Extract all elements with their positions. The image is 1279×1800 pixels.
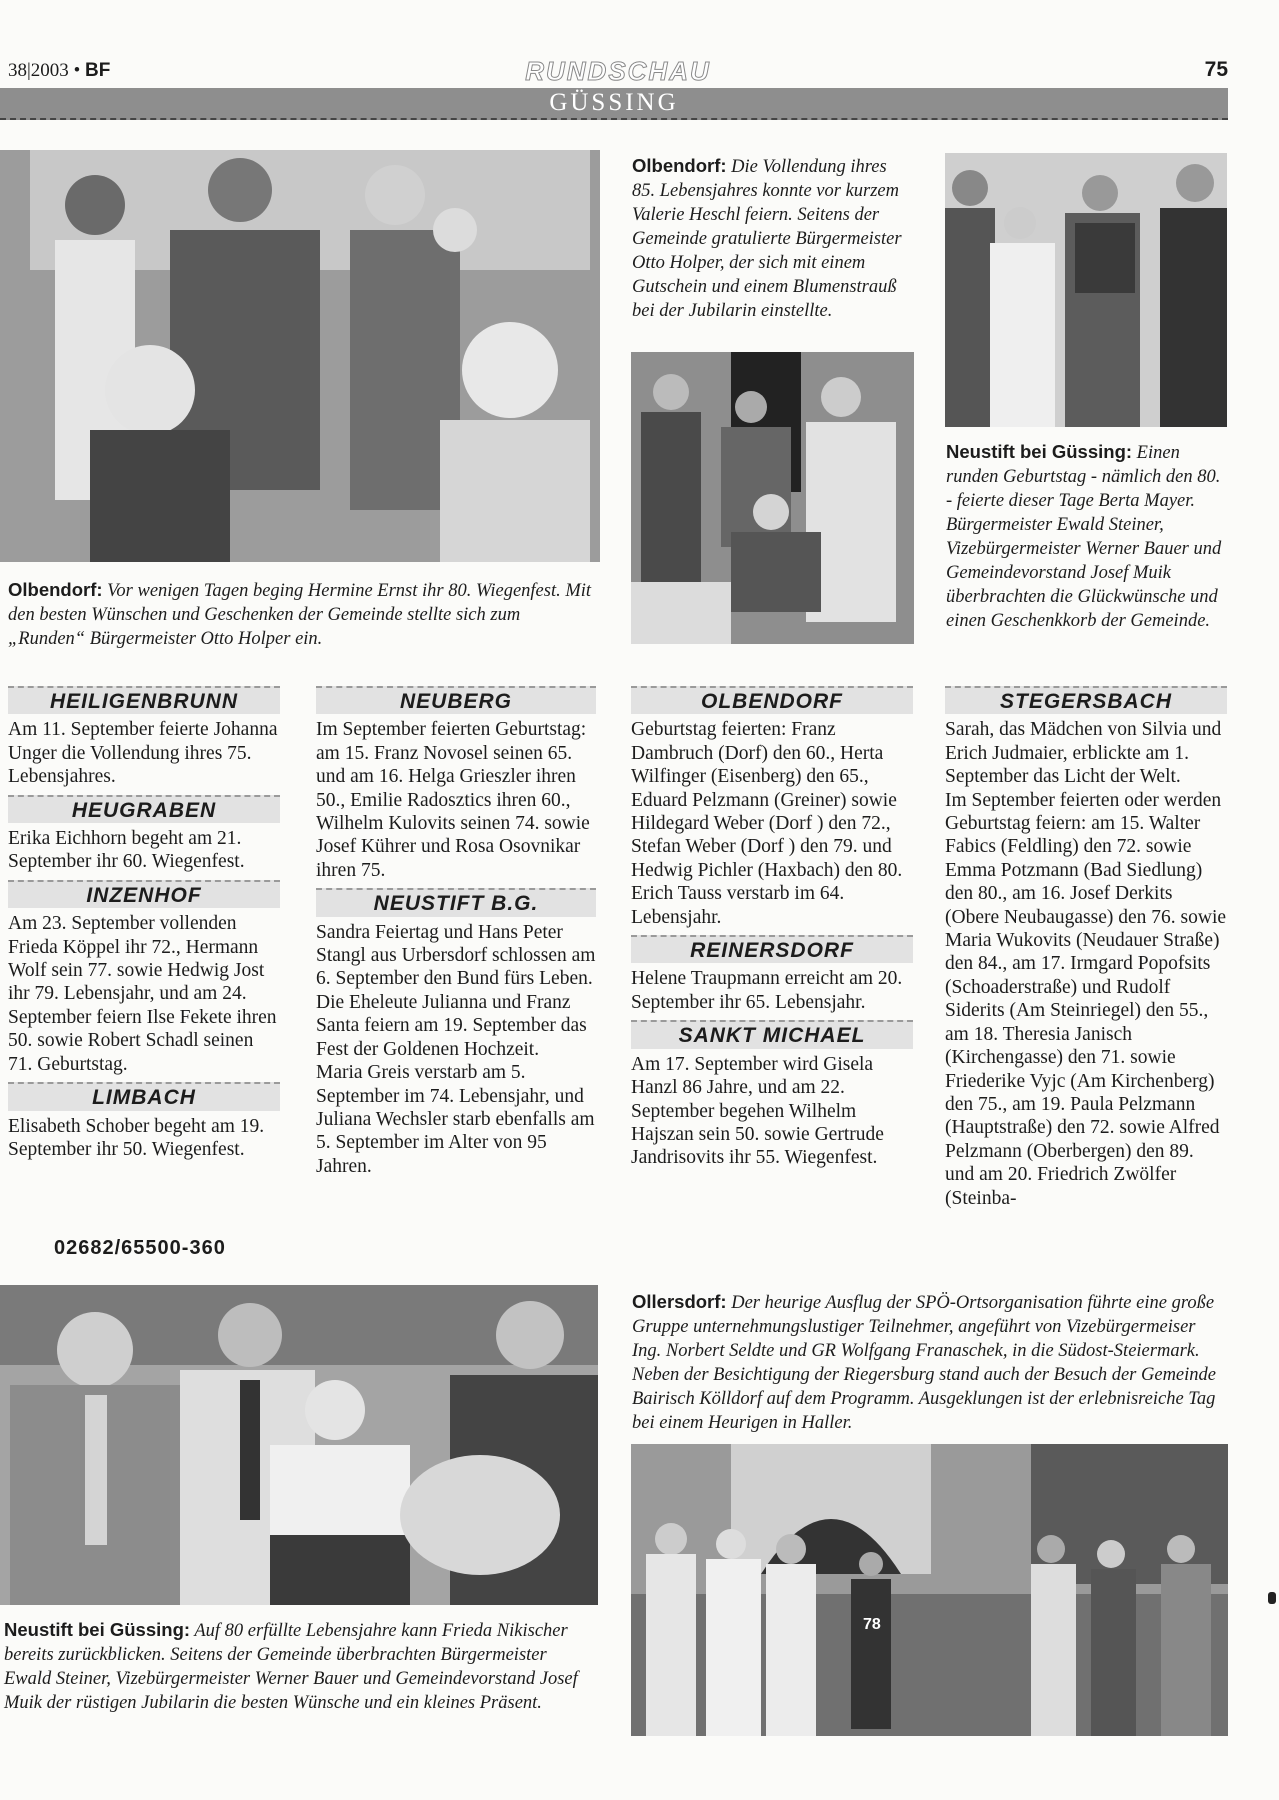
photo-ollersdorf-group bbox=[631, 1444, 1228, 1736]
heading-reinersdorf: REINERSDORF bbox=[631, 935, 913, 963]
caption-text: Vor wenigen Tagen beging Hermine Ernst ihr 80. Wiegenfest. Mit den besten Wünschen und Geschenken der Gemeinde stellte sich zum „Runden“ Bürgermeister Otto Holper ein. bbox=[8, 581, 592, 649]
caption-ollersdorf bbox=[632, 1290, 1228, 1435]
caption-text: Der heurige Ausflug der SPÖ-Ortsorganisation führte eine große Gruppe unternehmungslustiger Teilnehmer, angeführt von Vizebürgermeiser Ing. Norbert Seldte und GR Wolfgang Franaschek, in die Südost-Steiermark. Neben der Besichtigung der Riegersburg stand auch der Besuch der Gemeinde Bairisch Kölldorf auf dem Programm. Ausgeklungen ist der erlebnisreiche Tag bei einem Heurigen in Haller. bbox=[632, 1293, 1216, 1433]
caption-text: Auf 80 erfüllte Lebensjahre kann Frieda Nikischer bereits zurückblicken. Seitens der Gemeinde überbrachten Bürgermeister Ewald Steiner, Vizebürgermeister Werner Bauer und Gemeindevorstand Josef Muik der rüstigen Jubilarin die besten Wünsche und ein kleines Präsent. bbox=[4, 1621, 578, 1713]
heading-sankt-michael: SANKT MICHAEL bbox=[631, 1020, 913, 1048]
text-inzenhof: Am 23. September vollenden Frieda Köppel ihr 72., Hermann Wolf sein 77. sowie Hedwig Jost ihr 79. Lebensjahr, und am 24. September feiern Ilse Fekete ihren 50. sowie Robert Schadl seinen 71. Geburtstag. bbox=[8, 913, 277, 1075]
heading-olbendorf: OLBENDORF bbox=[631, 686, 913, 714]
text-limbach: Elisabeth Schober begeht am 19. September ihr 50. Wiegenfest. bbox=[8, 1115, 265, 1160]
text-stegersbach-1: Sarah, das Mädchen von Silvia und Erich Judmaier, erblickte am 1. September das Licht der Welt. bbox=[945, 719, 1222, 788]
column-1 bbox=[8, 680, 280, 1161]
caption-berta-mayer bbox=[946, 440, 1228, 633]
region-band bbox=[0, 88, 1228, 120]
issue-label: 38|2003 • BF bbox=[8, 60, 111, 81]
photo-hermine-ernst bbox=[0, 150, 600, 562]
text-stegersbach-2: Im September feierten oder werden Geburtstag feiern: am 15. Walter Fabics (Feldling) den 72. sowie Emma Potzmann (Bad Siedlung) den 80., am 16. Josef Derkits (Obere Neubaugasse) den 76. sowie Maria Wukovits (Neudauer Straße) den 84., am 17. Irmgard Popofsits (Schoaderstraße) und Rudolf Siderits (Am Steinriegel) den 55., am 18. Theresia Janisch (Kirchengasse) den 71. sowie Friederike Vyjc (Am Kirchenberg) den 75., am 19. Paula Pelzmann (Hauptstraße) den 72. sowie Alfred Pelzmann (Oberbergen) den 89. und am 20. Friedrich Zwölfer (Steinba- bbox=[945, 789, 1227, 1209]
caption-place: Olbendorf: bbox=[8, 579, 103, 600]
heading-heiligenbrunn: HEILIGENBRUNN bbox=[8, 686, 280, 714]
caption-text: Die Vollendung ihres 85. Lebensjahres konnte vor kurzem Valerie Heschl feiern. Seitens der Gemeinde gratulierte Bürgermeister Otto Holper, der sich mit einem Gutschein und einem Blumenstrauß bei der Jubilarin einstellte. bbox=[632, 157, 902, 321]
text-olbendorf-1: Geburtstag feierten: Franz Dambruch (Dorf) den 60., Herta Wilfinger (Eisenberg) den 65., Eduard Pelzmann (Greiner) sowie Hildegard Weber (Dorf ) den 72., Stefan Weber (Dorf ) den 79. und Hedwig Pichler (Haxbach) den 80. bbox=[631, 719, 903, 881]
photo-placeholder bbox=[631, 1444, 1228, 1736]
caption-valerie-heschl bbox=[632, 154, 910, 323]
text-neuberg: Im September feierten Geburtstag: am 15. Franz Novosel seinen 65. und am 16. Helga Grieszler ihren 50., Emilie Radosztics ihren 60., Wilhelm Kulovits seinen 74. sowie Josef Kührer und Rosa Osovnikar ihren 75. bbox=[316, 719, 590, 881]
caption-hermine-ernst bbox=[8, 578, 594, 651]
caption-text: Einen runden Geburtstag - nämlich den 80. - feierte dieser Tage Berta Mayer. Bürgermeister Ewald Steiner, Vizebürgermeister Werner Bauer und Gemeindevorstand Josef Muik überbrachten die Glückwünsche und einen Geschenkkorb der Gemeinde. bbox=[946, 443, 1222, 631]
jersey-number: 78 bbox=[863, 1616, 881, 1633]
text-olbendorf-2: Erich Tauss verstarb im 64. Lebensjahr. bbox=[631, 883, 845, 928]
text-sankt-michael: Am 17. September wird Gisela Hanzl 86 Jahre, und am 22. September begehen Wilhelm Hajszan sein 50. sowie Gertrude Jandrisovits ihr 55. Wiegenfest. bbox=[631, 1053, 884, 1169]
caption-frieda-nikischer bbox=[4, 1618, 598, 1715]
photo-valerie-heschl bbox=[631, 352, 914, 644]
photo-berta-mayer bbox=[945, 153, 1227, 427]
region-title: GÜSSING bbox=[549, 89, 679, 116]
photo-placeholder bbox=[0, 150, 600, 562]
text-neustift-3: Maria Greis verstarb am 5. September im 74. Lebensjahr, und Juliana Wechsler starb ebenfalls am 5. September im Alter von 95 Jahren. bbox=[316, 1062, 595, 1177]
caption-place: Olbendorf: bbox=[632, 155, 727, 176]
caption-place: Neustift bei Güssing: bbox=[946, 441, 1133, 462]
phone-number: 02682/65500-360 bbox=[54, 1237, 226, 1259]
section-title: RUNDSCHAU bbox=[525, 56, 711, 86]
column-2 bbox=[316, 680, 596, 1178]
margin-mark bbox=[1268, 1592, 1276, 1604]
heading-stegersbach: STEGERSBACH bbox=[945, 686, 1227, 714]
text-neustift-1: Sandra Feiertag und Hans Peter Stangl aus Urbersdorf schlossen am 6. September den Bund fürs Leben. bbox=[316, 921, 596, 990]
caption-place: Neustift bei Güssing: bbox=[4, 1619, 191, 1640]
text-heiligenbrunn: Am 11. September feierte Johanna Unger die Vollendung ihres 75. Lebensjahres. bbox=[8, 719, 278, 788]
photo-frieda-nikischer bbox=[0, 1285, 598, 1605]
text-heugraben: Erika Eichhorn begeht am 21. September ihr 60. Wiegenfest. bbox=[8, 828, 245, 873]
heading-inzenhof: INZENHOF bbox=[8, 880, 280, 908]
photo-placeholder bbox=[945, 153, 1227, 427]
heading-neuberg: NEUBERG bbox=[316, 686, 596, 714]
page-number: 75 bbox=[1204, 58, 1228, 81]
column-3 bbox=[631, 680, 913, 1170]
photo-placeholder bbox=[631, 352, 914, 644]
caption-place: Ollersdorf: bbox=[632, 1291, 727, 1312]
photo-placeholder bbox=[0, 1285, 598, 1605]
page-header bbox=[8, 56, 1228, 86]
text-neustift-2: Die Eheleute Julianna und Franz Santa feiern am 19. September das Fest der Goldenen Hochzeit. bbox=[316, 991, 587, 1060]
heading-neustift: NEUSTIFT B.G. bbox=[316, 888, 596, 916]
text-reinersdorf: Helene Traupmann erreicht am 20. September ihr 65. Lebensjahr. bbox=[631, 968, 903, 1013]
column-4 bbox=[945, 680, 1227, 1210]
heading-heugraben: HEUGRABEN bbox=[8, 795, 280, 823]
heading-limbach: LIMBACH bbox=[8, 1082, 280, 1110]
